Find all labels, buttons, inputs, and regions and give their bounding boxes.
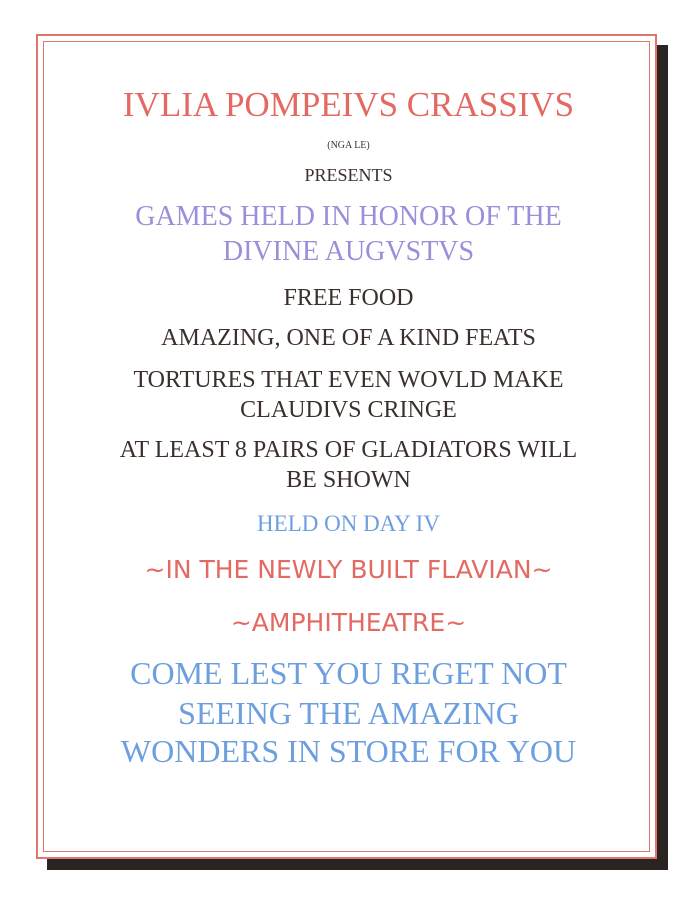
feature-gladiators-line1: AT LEAST 8 PAIRS OF GLADIATORS WILL [119, 437, 578, 463]
event-date: HELD ON DAY IV [257, 511, 440, 536]
presents-label: PRESENTS [304, 165, 393, 185]
cta-line3: WONDERS IN STORE FOR YOU [120, 733, 577, 769]
poster-card [36, 34, 657, 859]
feature-tortures-line2: CLAUDIVS CRINGE [240, 397, 457, 423]
cta-line2: SEEING THE AMAZING [178, 695, 519, 731]
venue-line2: ~AMPHITHEATRE~ [230, 608, 467, 637]
poster-content [38, 36, 659, 861]
event-title-line1: GAMES HELD IN HONOR OF THE [135, 201, 562, 232]
host-name: IVLIA POMPEIVS CRASSIVS [122, 85, 575, 124]
feature-feats: AMAZING, ONE OF A KIND FEATS [161, 325, 536, 351]
event-title-line2: DIVINE AUGVSTVS [222, 236, 475, 267]
author-credit: (NGA LE) [327, 140, 370, 151]
cta-line1: COME LEST YOU REGET NOT [130, 655, 567, 691]
feature-tortures-line1: TORTURES THAT EVEN WOVLD MAKE [133, 367, 564, 393]
feature-gladiators-line2: BE SHOWN [286, 467, 411, 493]
feature-free-food: FREE FOOD [283, 285, 414, 311]
venue-line1: ~IN THE NEWLY BUILT FLAVIAN~ [144, 555, 553, 584]
